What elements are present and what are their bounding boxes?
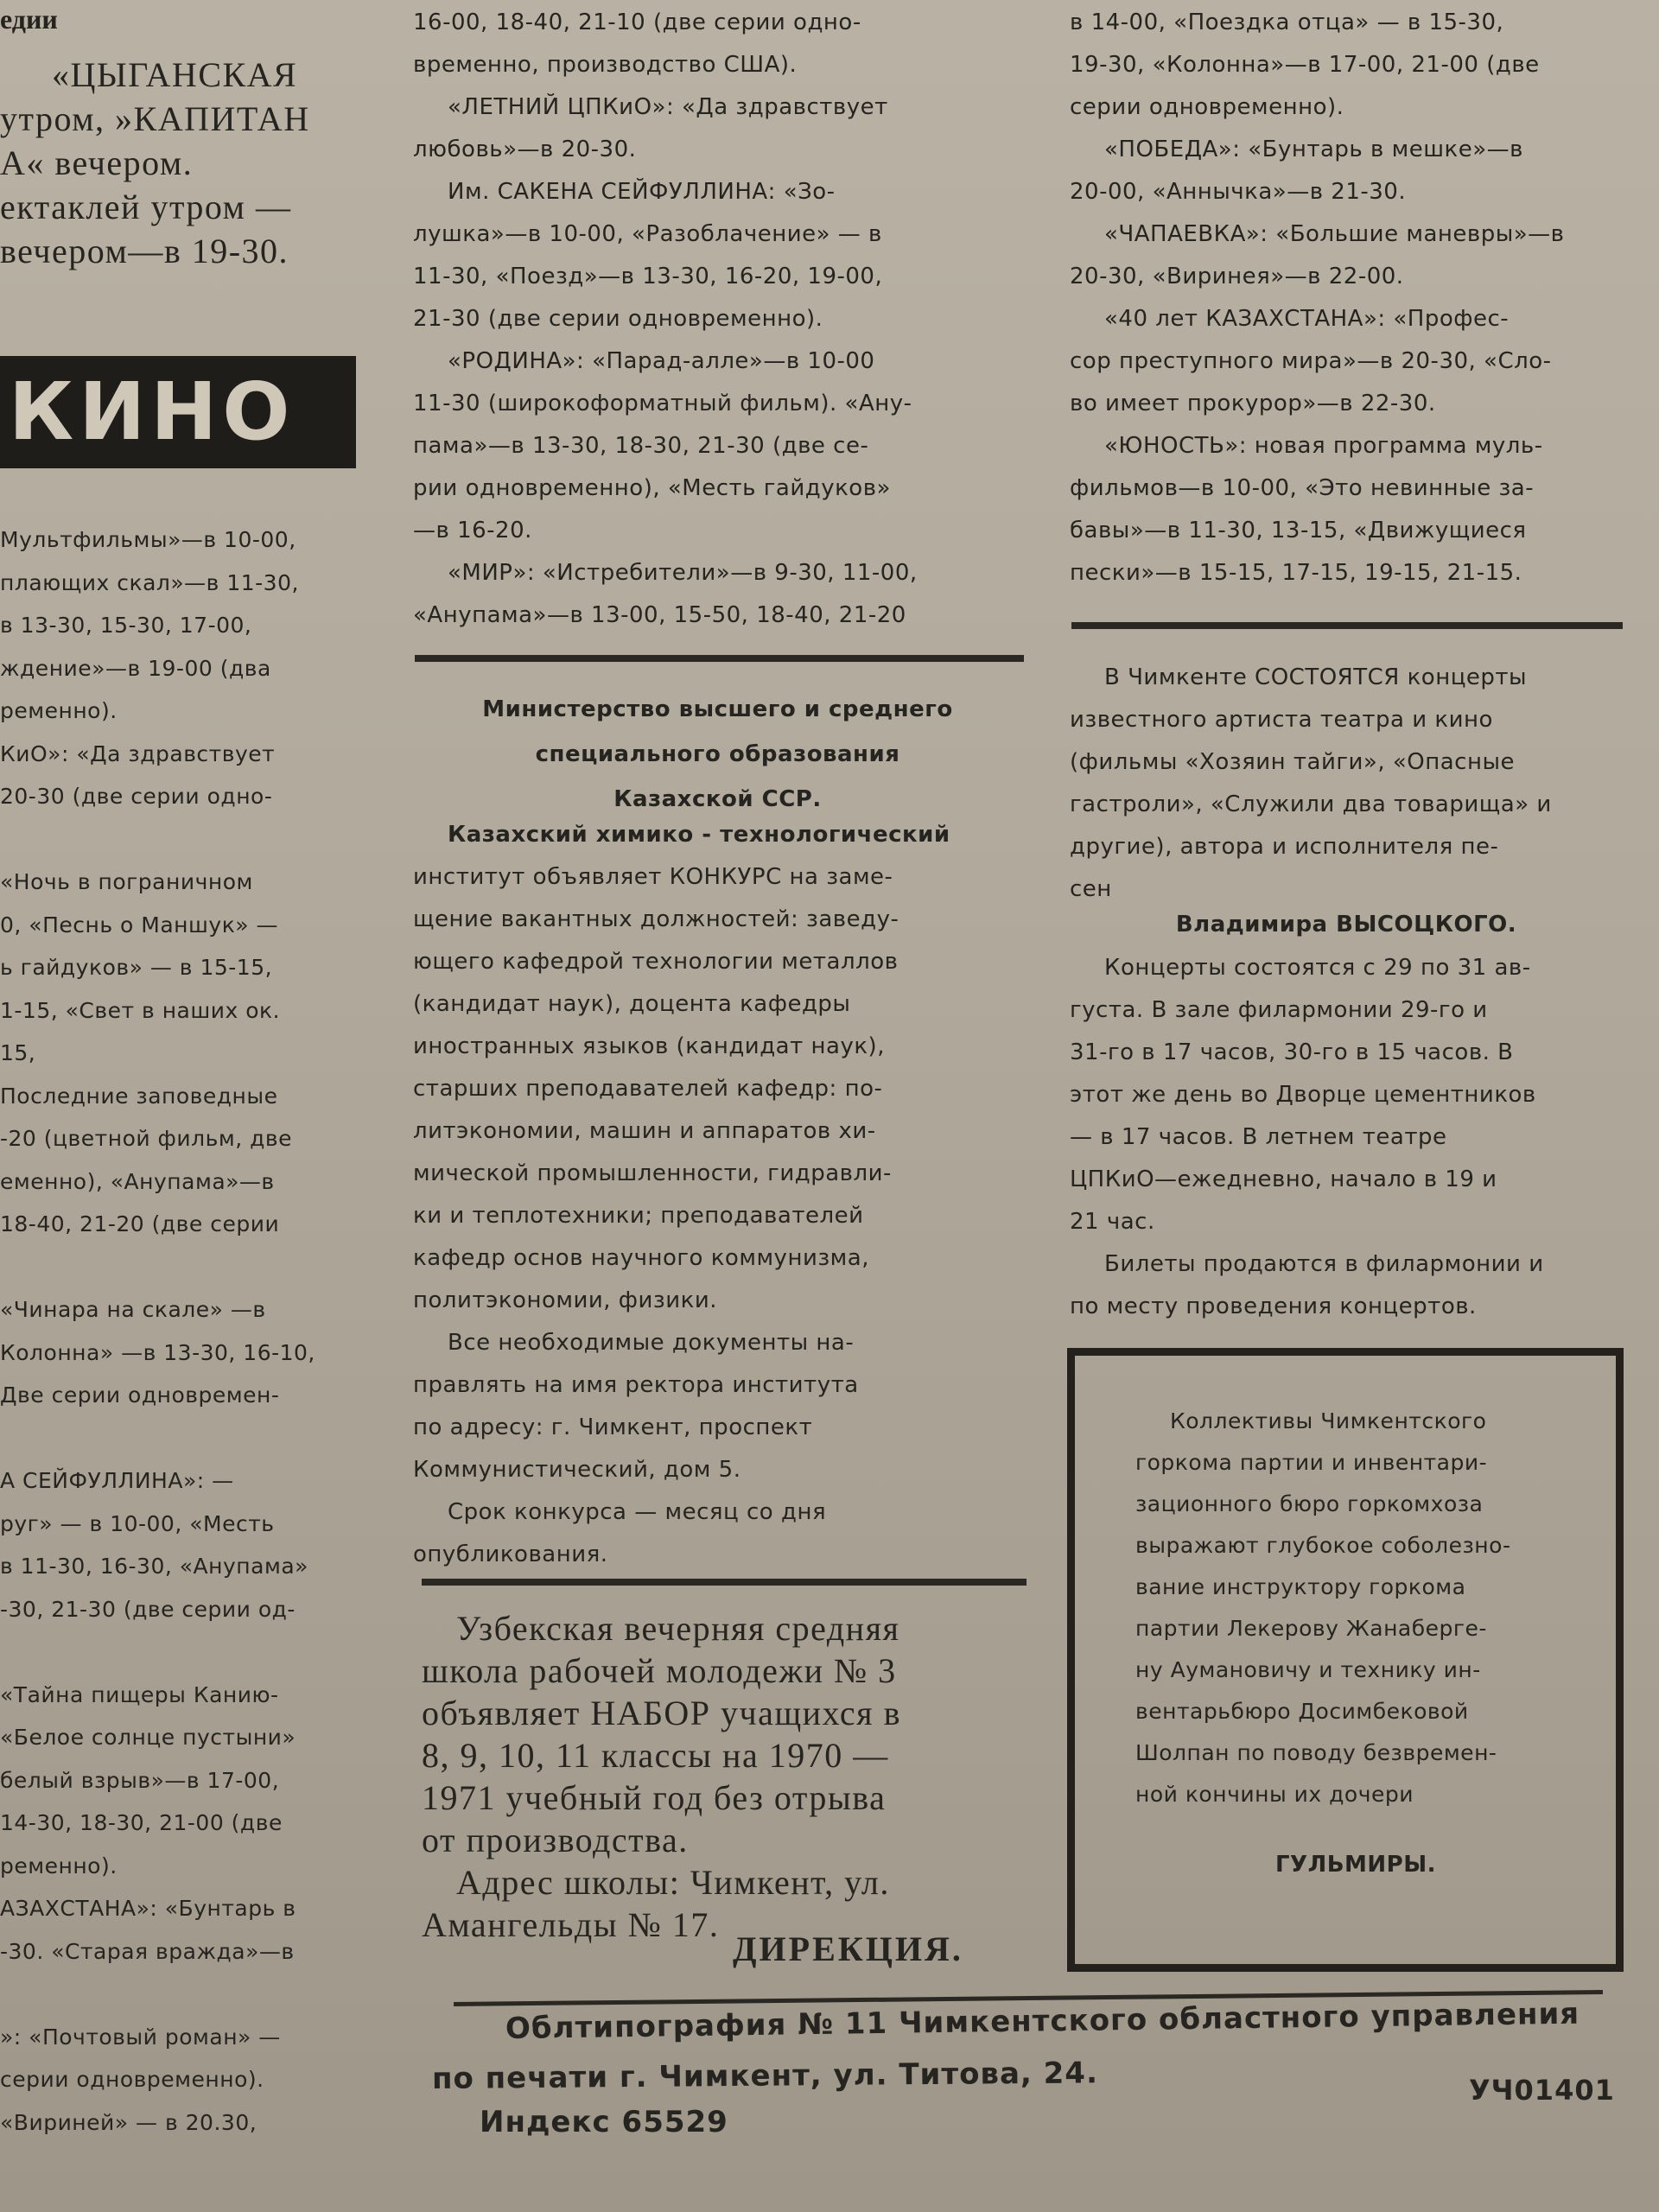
listing-line: 1-15, «Свет в наших ок. — [0, 997, 281, 1023]
concert-line: сен — [1070, 876, 1112, 902]
left-cinema-listing — [0, 518, 380, 2144]
listing-line: в 13-30, 15-30, 17-00, — [0, 613, 252, 638]
condolence-line: зационного бюро горкомхоза — [1135, 1491, 1484, 1516]
listing-line: «Анупама»—в 13-00, 15-50, 18-40, 21-20 — [413, 602, 906, 628]
condolence-name: ГУЛЬМИРЫ. — [1274, 1852, 1437, 1878]
announcement-line: щение вакантных должностей: заведу- — [413, 906, 899, 932]
divider — [1071, 622, 1623, 629]
concert-line: этот же день во Дворце цементников — [1070, 1082, 1536, 1108]
announcement-line: по адресу: г. Чимкент, проспект — [413, 1414, 813, 1440]
listing-line: временно, производство США). — [413, 52, 798, 78]
concert-announcement — [1070, 657, 1623, 911]
listing-line: Мультфильмы»—в 10-00, — [0, 527, 296, 552]
listing-line — [0, 1973, 380, 2016]
listing-line: ь гайдуков» — в 15-15, — [0, 955, 273, 980]
printer-line-1: Облтипография № 11 Чимкентского областного управления — [505, 1996, 1580, 2046]
listing-line: в 14-00, «Поездка отца» — в 15-30, — [1070, 10, 1504, 35]
school-line: школа рабочей молодежи № 3 — [422, 1651, 897, 1690]
listing-line: Колонна» —в 13-30, 16-10, — [0, 1339, 315, 1365]
listing-line: «Тайна пищеры Канию- — [0, 1681, 279, 1707]
listing-line: «ЮНОСТЬ»: новая программа муль- — [1104, 433, 1543, 459]
condolence-line: вентарьбюро Досимбековой — [1135, 1699, 1469, 1724]
announcement-line: ющего кафедрой технологии металлов — [413, 949, 899, 975]
listing-line: А СЕЙФУЛЛИНА»: — — [0, 1468, 234, 1493]
concert-line: Билеты продаются в филармонии и — [1104, 1251, 1544, 1277]
listing-line: 0, «Песнь о Маншук» — — [0, 912, 279, 938]
listing-line: 20-30, «Виринея»—в 22-00. — [1070, 264, 1404, 289]
middle-cinema-listing — [413, 2, 1022, 637]
announcement-line: иностранных языков (кандидат наук), — [413, 1033, 885, 1059]
school-line: Узбекская вечерняя средняя — [456, 1609, 900, 1648]
listing-line: пама»—в 13-30, 18-30, 21-30 (две се- — [413, 433, 869, 459]
concert-line: ЦПКиО—ежедневно, начало в 19 и — [1070, 1166, 1497, 1192]
announcement-line: институт объявляет КОНКУРС на заме- — [413, 864, 893, 890]
condolence-line: выражают глубокое соболезно- — [1135, 1533, 1511, 1558]
announcement-line: литэкономии, машин и аппаратов хи- — [413, 1118, 876, 1144]
announcement-line: политэкономии, физики. — [413, 1287, 718, 1313]
listing-line: АЗАХСТАНА»: «Бунтарь в — [0, 1896, 296, 1921]
listing-line: 21-30 (две серии одновременно). — [413, 306, 823, 332]
listing-line: 18-40, 21-20 (две серии — [0, 1211, 280, 1236]
listing-line: руг» — в 10-00, «Месть — [0, 1510, 275, 1536]
listing-line: 11-30, «Поезд»—в 13-30, 16-20, 19-00, — [413, 264, 883, 289]
listing-line: «ЛЕТНИЙ ЦПКиО»: «Да здравствует — [448, 94, 888, 120]
school-announcement — [422, 1607, 1027, 1946]
condolence-line: Шолпан по поводу безвремен- — [1135, 1740, 1497, 1765]
listing-line: 16-00, 18-40, 21-10 (две серии одно- — [413, 10, 861, 35]
announcement-line: кафедр основ научного коммунизма, — [413, 1245, 869, 1271]
announcement-line: Срок конкурса — месяц со дня — [448, 1499, 827, 1525]
concert-line: В Чимкенте СОСТОЯТСЯ концерты — [1104, 664, 1528, 690]
ministry-heading-line: Министерство высшего и среднего — [482, 696, 953, 722]
listing-line: -30. «Старая вражда»—в — [0, 1938, 295, 1964]
listing-line: —в 16-20. — [413, 518, 532, 543]
concert-line: 21 час. — [1070, 1209, 1155, 1235]
listing-line: Последние заповедные — [0, 1083, 278, 1109]
listing-line: Две серии одновремен- — [0, 1382, 280, 1408]
print-index: Индекс 65529 — [480, 2105, 728, 2139]
listing-line: «Вириней» — в 20.30, — [0, 2109, 257, 2135]
listing-line: белый взрыв»—в 17-00, — [0, 1767, 280, 1793]
ministry-heading-line: Казахской ССР. — [613, 786, 822, 812]
announcement-line: правлять на имя ректора института — [413, 1372, 859, 1398]
announcement-line: мической промышленности, гидравли- — [413, 1160, 892, 1186]
print-code: УЧ01401 — [1469, 2074, 1615, 2107]
school-line: от производства. — [422, 1821, 689, 1859]
announcement-line: старших преподавателей кафедр: по- — [413, 1076, 883, 1102]
condolence-line: Коллективы Чимкентского — [1170, 1408, 1487, 1433]
concert-line: — в 17 часов. В летнем театре — [1070, 1124, 1447, 1150]
listing-line: пески»—в 15-15, 17-15, 19-15, 21-15. — [1070, 560, 1522, 586]
concert-line: Концерты состоятся с 29 по 31 ав- — [1104, 955, 1531, 981]
listing-line: «ЧАПАЕВКА»: «Большие маневры»—в — [1104, 221, 1565, 247]
listing-line: -30, 21-30 (две серии од- — [0, 1596, 296, 1622]
ministry-heading — [413, 687, 1022, 822]
listing-line: ждение»—в 19-00 (два — [0, 655, 271, 681]
announcement-line: Коммунистический, дом 5. — [413, 1457, 741, 1483]
listing-line: в 11-30, 16-30, «Анупама» — [0, 1554, 308, 1579]
listing-line: 20-00, «Аннычка»—в 21-30. — [1070, 179, 1407, 205]
middle-column — [413, 0, 1027, 1987]
listing-line: «РОДИНА»: «Парад-алле»—в 10-00 — [448, 348, 875, 374]
listing-line: «Белое солнце пустыни» — [0, 1725, 296, 1750]
announcement-line: опубликования. — [413, 1541, 608, 1567]
condolence-text — [1135, 1401, 1576, 1815]
divider — [422, 1579, 1027, 1586]
listing-line: »: «Почтовый роман» — — [0, 2024, 281, 2050]
kino-header: КИНО — [0, 356, 356, 468]
listing-line: 20-30 (две серии одно- — [0, 784, 273, 809]
listing-line: 15, — [0, 1040, 36, 1065]
listing-line: КиО»: «Да здравствует — [0, 741, 276, 766]
school-line: 8, 9, 10, 11 классы на 1970 — — [422, 1736, 889, 1775]
ministry-heading-line: специального образования — [535, 741, 900, 767]
condolence-line: ной кончины их дочери — [1135, 1782, 1414, 1807]
listing-line: бавы»—в 11-30, 13-15, «Движущиеся — [1070, 518, 1527, 543]
printer-line-2: по печати г. Чимкент, ул. Титова, 24. — [431, 2056, 1099, 2096]
concert-line: густа. В зале филармонии 29-го и — [1070, 997, 1488, 1023]
listing-line: «МИР»: «Истребители»—в 9-30, 11-00, — [448, 560, 918, 586]
condolence-line: вание инструктору горкома — [1135, 1574, 1466, 1599]
listing-line: серии одновременно). — [1070, 94, 1344, 120]
school-signature: ДИРЕКЦИЯ. — [733, 1929, 963, 1968]
divider — [415, 655, 1024, 662]
ministry-announcement — [413, 814, 1022, 1576]
concert-line: гастроли», «Служили два товарища» и — [1070, 791, 1552, 817]
condolence-line: партии Лекерову Жанаберге- — [1135, 1616, 1487, 1641]
school-line: Амангельды № 17. — [422, 1905, 720, 1944]
listing-line: 19-30, «Колонна»—в 17-00, 21-00 (две — [1070, 52, 1540, 78]
listing-line — [0, 1417, 380, 1460]
theatre-line-1: «ЦЫГАНСКАЯ — [52, 55, 298, 94]
listing-line: 11-30 (широкоформатный фильм). «Ану- — [413, 391, 912, 416]
concert-line: известного артиста театра и кино — [1070, 707, 1493, 733]
listing-line: ременно). — [0, 1853, 118, 1878]
left-column — [0, 0, 380, 2135]
school-line: объявляет НАБОР учащихся в — [422, 1694, 901, 1732]
listing-line: любовь»—в 20-30. — [413, 137, 637, 162]
concert-details — [1070, 947, 1623, 1328]
announcement-line: Казахский химико - технологический — [448, 822, 950, 848]
listing-line — [0, 1630, 380, 1674]
listing-line — [0, 1246, 380, 1289]
listing-line: рии одновременно), «Месть гайдуков» — [413, 475, 891, 501]
theatre-line-0: едии — [0, 3, 58, 35]
listing-line: лушка»—в 10-00, «Разоблачение» — в — [413, 221, 882, 247]
listing-line: -20 (цветной фильм, две — [0, 1126, 293, 1151]
announcement-line: (кандидат наук), доцента кафедры — [413, 991, 851, 1017]
concert-performer-name: Владимира ВЫСОЦКОГО. — [1175, 912, 1517, 938]
listing-line: «40 лет КАЗАХСТАНА»: «Профес- — [1104, 306, 1510, 332]
theatre-line-2: утром, »КАПИТАН — [0, 99, 310, 138]
theatre-line-3: А« вечером. — [0, 143, 194, 182]
concert-line: другие), автора и исполнителя пе- — [1070, 834, 1499, 860]
concert-line: (фильмы «Хозяин тайги», «Опасные — [1070, 749, 1515, 775]
listing-line: ременно). — [0, 698, 118, 723]
theatre-line-4: ектаклей утром — — [0, 188, 292, 226]
theatre-line-5: вечером—в 19-30. — [0, 232, 289, 270]
condolence-line: ну Аумановичу и технику ин- — [1135, 1657, 1481, 1682]
listing-line: «Чинара на скале» —в — [0, 1297, 266, 1322]
right-cinema-listing — [1070, 2, 1623, 594]
listing-line — [0, 818, 380, 861]
listing-line: «ПОБЕДА»: «Бунтарь в мешке»—в — [1104, 137, 1523, 162]
theatre-fragment — [0, 0, 380, 272]
listing-line: плающих скал»—в 11-30, — [0, 569, 299, 595]
listing-line: во имеет прокурор»—в 22-30. — [1070, 391, 1436, 416]
listing-line: Им. САКЕНА СЕЙФУЛЛИНА: «Зо- — [448, 179, 836, 205]
listing-line: сор преступного мира»—в 20-30, «Сло- — [1070, 348, 1552, 374]
concert-line: 31-го в 17 часов, 30-го в 15 часов. В — [1070, 1039, 1514, 1065]
condolence-line: горкома партии и инвентари- — [1135, 1450, 1488, 1475]
school-line: Адрес школы: Чимкент, ул. — [456, 1863, 890, 1902]
listing-line: еменно), «Анупама»—в — [0, 1168, 275, 1194]
announcement-line: Все необходимые документы на- — [448, 1330, 855, 1356]
listing-line: «Ночь в пограничном — [0, 869, 253, 894]
condolence-box — [1067, 1348, 1624, 1972]
school-line: 1971 учебный год без отрыва — [422, 1778, 887, 1817]
announcement-line: ки и теплотехники; преподавателей — [413, 1203, 864, 1229]
concert-line: по месту проведения концертов. — [1070, 1294, 1477, 1319]
listing-line: 14-30, 18-30, 21-00 (две — [0, 1810, 283, 1835]
listing-line: серии одновременно). — [0, 2067, 264, 2092]
listing-line: фильмов—в 10-00, «Это невинные за- — [1070, 475, 1535, 501]
